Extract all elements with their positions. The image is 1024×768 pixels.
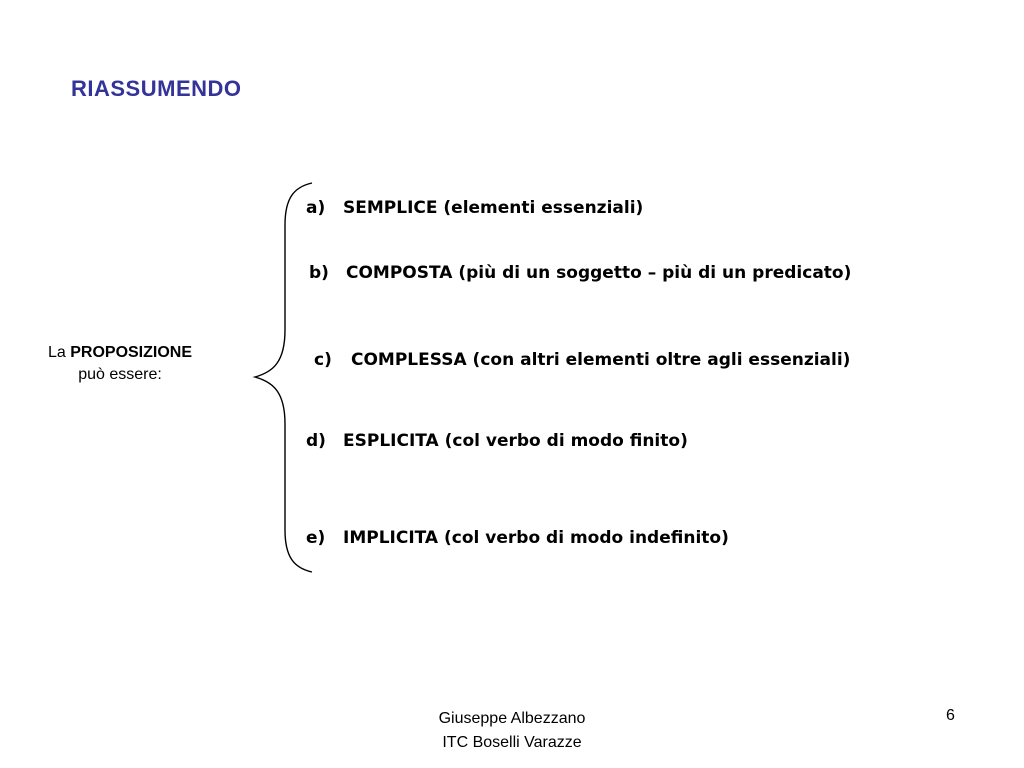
item-letter: c) [314, 350, 332, 370]
proposition-label [20, 342, 220, 386]
item-text: ESPLICITA (col verbo di modo finito) [343, 431, 688, 451]
curly-brace-icon [250, 180, 320, 575]
item-letter: b) [309, 263, 329, 283]
footer-author [362, 707, 662, 755]
list-item-c [314, 350, 850, 370]
item-letter: a) [306, 198, 326, 218]
proposition-prefix: La [47, 344, 66, 361]
proposition-keyword: PROPOSIZIONE [70, 344, 193, 361]
item-text: COMPLESSA (con altri elementi oltre agli essenziali) [351, 350, 851, 370]
page-number: 6 [946, 707, 955, 724]
item-text: COMPOSTA (più di un soggetto – più di un predicato) [346, 263, 852, 283]
item-letter: e) [306, 528, 326, 548]
footer-author-name: Giuseppe Albezzano [438, 710, 586, 727]
proposition-label-line1 [20, 342, 220, 364]
item-text: IMPLICITA (col verbo di modo indefinito) [343, 528, 729, 548]
slide-title: RIASSUMENDO [71, 76, 242, 101]
list-item-b [309, 263, 851, 283]
footer-author-school: ITC Boselli Varazze [442, 734, 582, 751]
list-item-d [306, 431, 688, 451]
item-letter: d) [306, 431, 326, 451]
list-item-a [306, 198, 643, 218]
list-item-e [306, 528, 729, 548]
item-text: SEMPLICE (elementi essenziali) [343, 198, 644, 218]
proposition-suffix: può essere: [78, 366, 162, 383]
